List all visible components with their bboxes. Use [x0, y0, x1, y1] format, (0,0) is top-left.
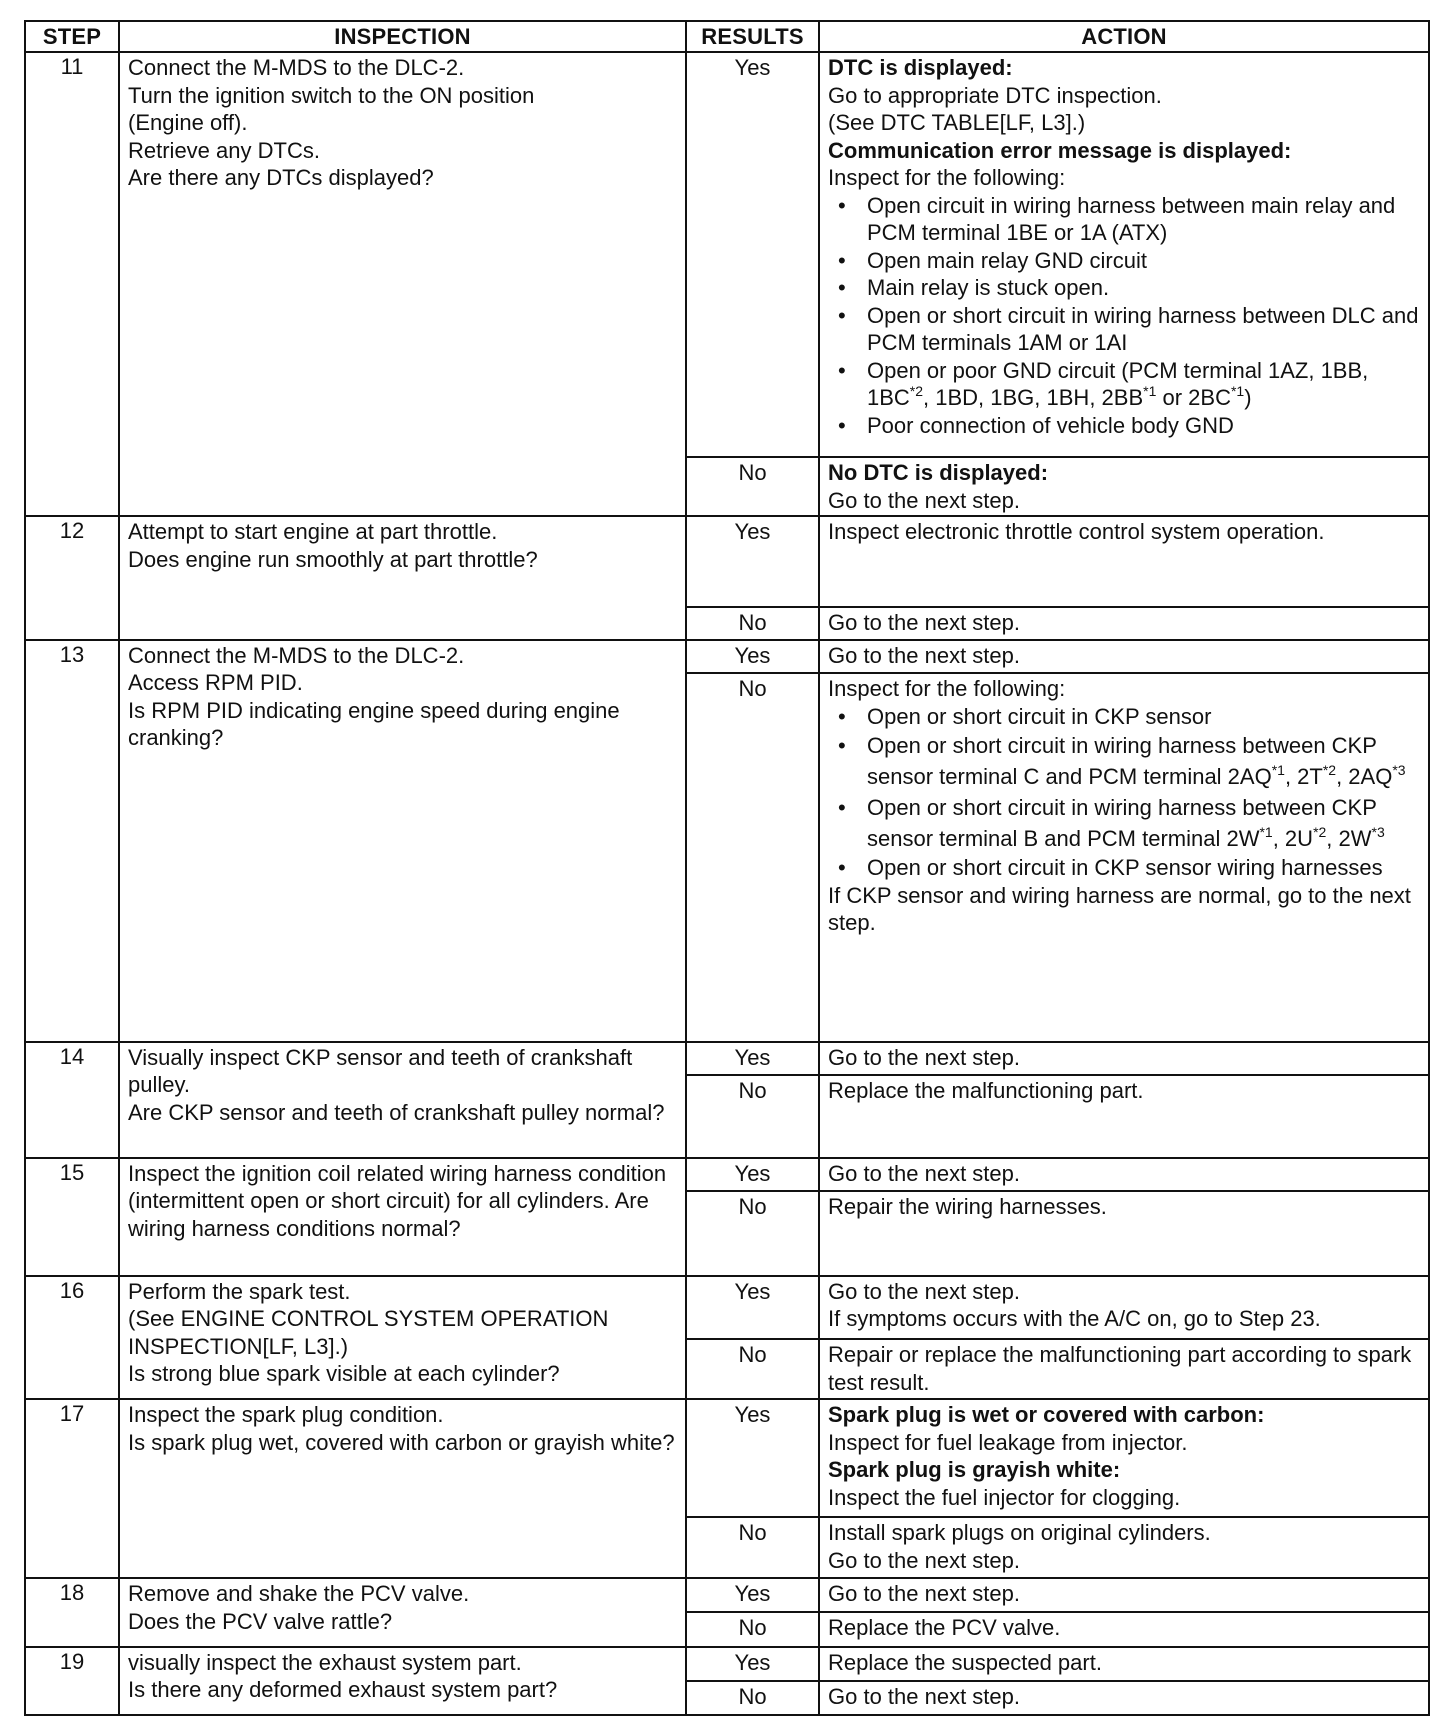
action-heading: Communication error message is displayed:: [828, 137, 1292, 163]
result-no: No: [686, 673, 819, 1042]
inspection-line: Access RPM PID.: [128, 670, 303, 696]
bullet-list: [828, 192, 1420, 440]
result-no: No: [686, 607, 819, 640]
bullet-item: • Open main relay GND circuit: [867, 247, 1420, 275]
step-inspection: [119, 1399, 686, 1578]
action-no: [819, 673, 1429, 1042]
inspection-line: Is there any deformed exhaust system part?: [128, 1677, 558, 1703]
action-no: Repair the wiring harnesses.: [819, 1191, 1429, 1276]
action-line: (See DTC TABLE[LF, L3].): [828, 110, 1086, 135]
inspection-line: Turn the ignition switch to the ON position: [128, 82, 535, 108]
action-no: Repair or replace the malfunctioning part according to spark test result.: [819, 1339, 1429, 1399]
header-inspection: INSPECTION: [119, 21, 686, 52]
step-number: 12: [25, 516, 119, 639]
step-11-yes-row: [25, 52, 1429, 457]
step-number: 13: [25, 640, 119, 1042]
step-inspection: [119, 640, 686, 1042]
step-inspection: [119, 1578, 686, 1646]
result-yes: Yes: [686, 1647, 819, 1682]
step-inspection: [119, 52, 686, 516]
action-yes: Go to the next step.: [819, 1042, 1429, 1076]
bullet-list: [828, 703, 1420, 882]
action-yes: Inspect electronic throttle control system operation.: [819, 516, 1429, 607]
action-heading: DTC is displayed:: [828, 55, 1013, 80]
action-heading: Spark plug is wet or covered with carbon:: [828, 1402, 1265, 1428]
inspection-line: Connect the M-MDS to the DLC-2.: [128, 642, 465, 668]
action-line: Inspect the fuel injector for clogging.: [828, 1484, 1181, 1510]
action-yes: Go to the next step.: [819, 1158, 1429, 1192]
result-no: No: [686, 1681, 819, 1715]
inspection-line: Inspect the ignition coil related wiring harness condition (intermittent open or short circuit) for all cylinders. Are wiring harness conditions normal?: [128, 1160, 667, 1241]
step-number: 17: [25, 1399, 119, 1578]
action-line: Go to the next step.: [828, 487, 1021, 513]
result-yes: Yes: [686, 1158, 819, 1192]
step-16-yes-row: [25, 1276, 1429, 1339]
action-line: Inspect for the following:: [828, 165, 1066, 190]
inspection-line: (Engine off).: [128, 110, 248, 135]
inspection-line: Remove and shake the PCV valve.: [128, 1581, 470, 1607]
step-18-yes-row: [25, 1578, 1429, 1612]
step-number: 15: [25, 1158, 119, 1276]
result-yes: Yes: [686, 1399, 819, 1517]
inspection-line: Are CKP sensor and teeth of crankshaft pulley normal?: [128, 1099, 665, 1125]
step-inspection: [119, 516, 686, 639]
bullet-item: • Open or short circuit in wiring harness between DLC and PCM terminals 1AM or 1AI: [867, 302, 1420, 357]
action-no: Go to the next step.: [819, 607, 1429, 640]
bullet-item: • Main relay is stuck open.: [867, 274, 1420, 302]
bullet-item: • Open or poor GND circuit (PCM terminal 1AZ, 1BB, 1BC$^{*2}$, 1BD, 1BG, 1BH, 2BB$^{*1}$ or 2BC$^{*1}$): [867, 357, 1420, 412]
bullet-item: • Open or short circuit in wiring harness between CKP sensor terminal C and PCM terminal 2AQ$^{*1}$, $2T^{*2}$, 2AQ$^{*3}$: [867, 730, 1420, 792]
step-12-yes-row: [25, 516, 1429, 607]
action-no: Go to the next step.: [819, 1681, 1429, 1715]
step-15-yes-row: [25, 1158, 1429, 1192]
step-number: 14: [25, 1042, 119, 1158]
action-line: Inspect for the following:: [828, 676, 1066, 702]
inspection-line: Are there any DTCs displayed?: [128, 165, 434, 190]
result-no: No: [686, 1517, 819, 1578]
action-yes: Go to the next step.: [819, 1578, 1429, 1612]
action-line: Go to the next step.: [828, 1547, 1021, 1573]
inspection-line: Perform the spark test.: [128, 1278, 351, 1304]
result-no: No: [686, 1075, 819, 1157]
result-yes: Yes: [686, 1578, 819, 1612]
inspection-line: Does engine run smoothly at part throttle?: [128, 546, 538, 572]
inspection-line: visually inspect the exhaust system part.: [128, 1649, 522, 1675]
bullet-item: • Open or short circuit in CKP sensor wiring harnesses: [867, 854, 1420, 882]
inspection-line: Is strong blue spark visible at each cylinder?: [128, 1361, 560, 1387]
result-no: No: [686, 1191, 819, 1276]
step-13-yes-row: [25, 640, 1429, 674]
inspection-table: [24, 20, 1430, 1716]
result-yes: Yes: [686, 1042, 819, 1076]
action-heading: No DTC is displayed:: [828, 460, 1049, 486]
action-yes: [819, 1399, 1429, 1517]
action-yes: Replace the suspected part.: [819, 1647, 1429, 1682]
header-results: RESULTS: [686, 21, 819, 52]
action-line: If symptoms occurs with the A/C on, go to Step 23.: [828, 1306, 1321, 1332]
step-number: 19: [25, 1647, 119, 1715]
action-no: [819, 1517, 1429, 1578]
bullet-item: • Poor connection of vehicle body GND: [867, 412, 1420, 440]
step-17-yes-row: [25, 1399, 1429, 1517]
action-no: Replace the malfunctioning part.: [819, 1075, 1429, 1157]
bullet-item: • Open or short circuit in CKP sensor: [867, 703, 1420, 731]
step-number: 18: [25, 1578, 119, 1646]
inspection-line: Is spark plug wet, covered with carbon or grayish white?: [128, 1429, 675, 1455]
action-yes: [819, 1276, 1429, 1339]
header-row: [25, 21, 1429, 52]
action-no: [819, 457, 1429, 516]
inspection-line: (See ENGINE CONTROL SYSTEM OPERATION INSPECTION[LF, L3].): [128, 1306, 609, 1359]
action-heading: Spark plug is grayish white:: [828, 1457, 1121, 1483]
step-inspection: [119, 1158, 686, 1276]
action-line: If CKP sensor and wiring harness are normal, go to the next step.: [828, 882, 1411, 936]
inspection-line: Connect the M-MDS to the DLC-2.: [128, 55, 465, 80]
result-yes: Yes: [686, 516, 819, 607]
step-number: 11: [25, 52, 119, 516]
step-inspection: [119, 1647, 686, 1715]
step-inspection: [119, 1276, 686, 1399]
action-line: Install spark plugs on original cylinders.: [828, 1520, 1211, 1546]
header-step: STEP: [25, 21, 119, 52]
inspection-line: Inspect the spark plug condition.: [128, 1402, 444, 1428]
result-no: No: [686, 457, 819, 516]
result-no: No: [686, 1612, 819, 1647]
action-yes: [819, 52, 1429, 457]
result-yes: Yes: [686, 640, 819, 674]
action-yes: Go to the next step.: [819, 640, 1429, 674]
action-line: Go to appropriate DTC inspection.: [828, 82, 1162, 108]
step-14-yes-row: [25, 1042, 1429, 1076]
result-yes: Yes: [686, 52, 819, 457]
inspection-line: Retrieve any DTCs.: [128, 137, 320, 163]
inspection-line: Visually inspect CKP sensor and teeth of crankshaft pulley.: [128, 1044, 633, 1098]
action-no: Replace the PCV valve.: [819, 1612, 1429, 1647]
action-line: Inspect for fuel leakage from injector.: [828, 1429, 1188, 1455]
step-19-yes-row: [25, 1647, 1429, 1682]
inspection-line: Does the PCV valve rattle?: [128, 1608, 393, 1634]
inspection-line: Attempt to start engine at part throttle.: [128, 519, 498, 545]
action-line: Go to the next step.: [828, 1278, 1021, 1304]
step-inspection: [119, 1042, 686, 1158]
header-action: ACTION: [819, 21, 1429, 52]
inspection-line: Is RPM PID indicating engine speed during engine cranking?: [128, 697, 620, 751]
bullet-item: • Open or short circuit in wiring harness between CKP sensor terminal B and PCM terminal $2W^{*1}$, $2U^{*2}$, $2W^{*3}$: [867, 792, 1420, 854]
result-yes: Yes: [686, 1276, 819, 1339]
bullet-item: • Open circuit in wiring harness between main relay and PCM terminal 1BE or 1A (ATX): [867, 192, 1420, 247]
result-no: No: [686, 1339, 819, 1399]
step-number: 16: [25, 1276, 119, 1399]
